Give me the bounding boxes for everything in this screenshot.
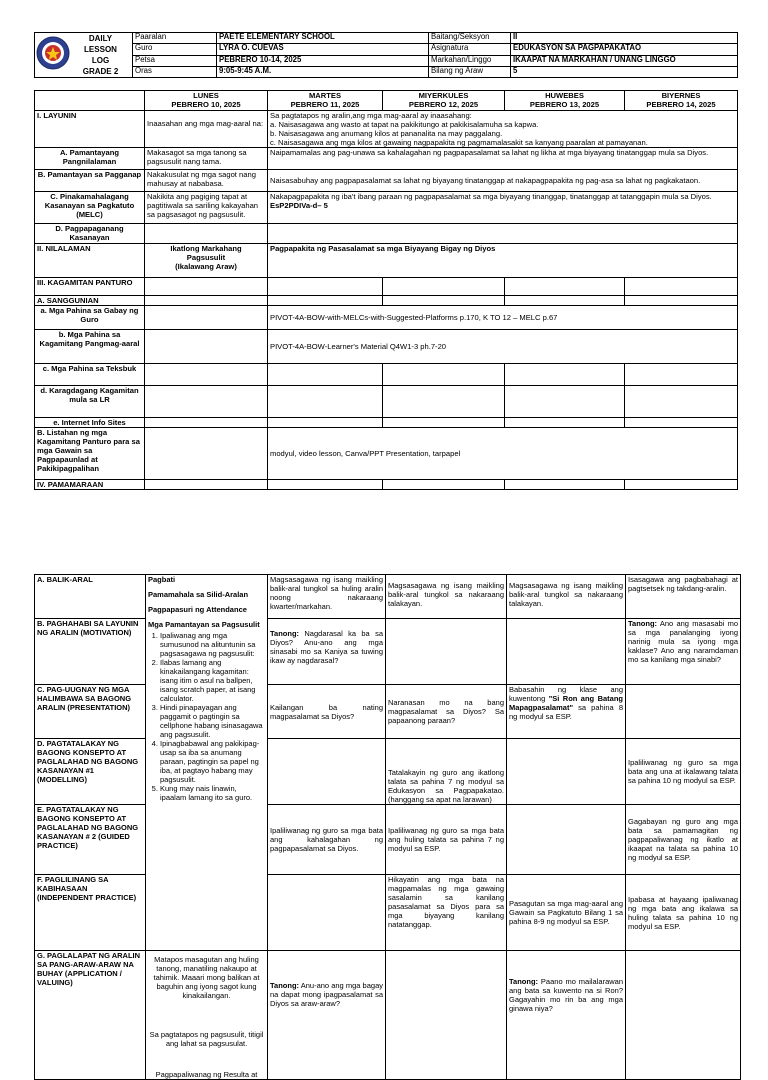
- empty-cell: [268, 364, 383, 386]
- empty-cell: [268, 386, 383, 418]
- row-label-pagpapaganang-kasanayan: D. Pagpapaganang Kasanayan: [35, 224, 145, 244]
- materials-list: modyul, video lesson, Canva/PPT Presentation, tarpapel: [268, 428, 738, 480]
- presentation-thu: Babasahin ng klase ang kuwentong "Si Ron ang Batang Mapagpasalamat" sa pahina 8 ng modyul sa ESP.: [507, 685, 626, 739]
- balik-aral-tue: Magsasagawa ng isang maikling balik-aral tungkol sa huling aralin noong nakaraang kwarter/markahan.: [268, 575, 386, 619]
- empty-cell: [145, 296, 268, 306]
- empty-cell: [625, 364, 738, 386]
- independent-practice-thu: Pasagutan sa mga mag-aaral ang Gawain sa Pagkatuto Bilang 1 sa pahina 8-9 ng modyul sa ESP.: [507, 875, 626, 951]
- empty-cell: [625, 296, 738, 306]
- empty-cell: [626, 685, 741, 739]
- row-label-balik-aral: A. BALIK-ARAL: [35, 575, 146, 619]
- label-grade: Baitang/Seksyon: [429, 33, 511, 44]
- lesson-table-part1: [34, 90, 738, 490]
- balik-aral-wed: Magsasagawa ng isang maikling balik-aral tungkol sa nakaraang talakayan.: [386, 575, 507, 619]
- value-subject: EDUKASYON SA PAGPAPAKATAO: [511, 44, 738, 55]
- row-label-pagtatalakay-1: D. PAGTATALAKAY NG BAGONG KONSEPTO AT PAGLALAHAD NG BAGONG KASANAYAN #1 (MODELLING): [35, 739, 146, 805]
- day-header-tue: MARTES PEBRERO 11, 2025: [268, 91, 383, 111]
- lesson-table-part2: [34, 574, 741, 1080]
- application-thu: Tanong: Paano mo mailalarawan ang bata sa kuwento na si Ron? Gagayahin mo rin ba ang mga ginawa niya?: [507, 951, 626, 1080]
- row-label-paghahabi: B. PAGHAHABI SA LAYUNIN NG ARALIN (MOTIVATION): [35, 619, 146, 685]
- value-days: 5: [511, 66, 738, 77]
- empty-cell: [145, 224, 268, 244]
- empty-cell: [625, 278, 738, 296]
- empty-cell: [268, 875, 386, 951]
- empty-cell: [145, 480, 268, 490]
- motivation-fri: Tanong: Ano ang masasabi mo sa mga panalanging iyong narinig mula sa iyong mga kaklase? Ano ang naramdaman mo sa kanilang mga sinabi?: [626, 619, 741, 685]
- label-school: Paaralan: [133, 33, 217, 44]
- label-teacher: Guro: [133, 44, 217, 55]
- modelling-fri: Ipaliliwanag ng guro sa mga bata ang una at ikalawang talata sa pahina 10 ng modyul sa ESP.: [626, 739, 741, 805]
- balik-aral-fri: Isasagawa ang pagbabahagi at pagtsetsek ng takdang-aralin.: [626, 575, 741, 619]
- application-tue: Tanong: Anu-ano ang mga bagay na dapat mong ipagpasalamat sa Diyos sa araw-araw?: [268, 951, 386, 1080]
- day-header-mon: LUNES PEBRERO 10, 2025: [145, 91, 268, 111]
- performance-standard-monday: Nakakusulat ng mga sagot nang mahusay at nababasa.: [145, 170, 268, 192]
- teacher-guide-pages: PIVOT-4A-BOW-with-MELCs-with-Suggested-Platforms p.170, K TO 12 – MELC p.67: [268, 306, 738, 330]
- layunin-objectives: Sa pagtatapos ng aralin,ang mga mag-aaral ay inaasahang: a. Naisasagawa ang wasto at tapat na pakikitungo at pakikisalamuha sa kapwa. b. Naisasagawa ang anumang kilos at pananalita na may paggalang. c. Naisasagawa ang mga kilos at gawaing nagpapakita ng pagmamalasakit sa kanyang paaralan at pamayanan.: [268, 111, 738, 148]
- row-label-pamantayang-pangnilalaman: A. Pamantayang Pangnilalaman: [35, 148, 145, 170]
- empty-cell: [145, 428, 268, 480]
- empty-cell: [383, 386, 505, 418]
- day-header-fri: BIYERNES PEBRERO 14, 2025: [625, 91, 738, 111]
- row-label-karagdagang-kagamitan: d. Karagdagang Kagamitan mula sa LR: [35, 386, 145, 418]
- row-label-nilalaman: II. NILALAMAN: [35, 244, 145, 278]
- empty-cell: [383, 364, 505, 386]
- value-grade: II: [511, 33, 738, 44]
- nilalaman-monday: Ikatlong Markahang Pagsusulit (Ikalawang Araw): [145, 244, 268, 278]
- corner-cell: [35, 91, 145, 111]
- learner-material-pages: PIVOT-4A-BOW-Learner's Material Q4W1-3 ph.7-20: [268, 330, 738, 364]
- melc-content: Nakapagpapakita ng iba't ibang paraan ng pagpapasalamat sa mga biyayang tinanggap, tinatanggap at tatanggapin mula sa Diyos. EsP2PDIVa-d– 5: [268, 192, 738, 224]
- dll-title: DAILY LESSON LOG GRADE 2: [35, 33, 133, 78]
- empty-cell: [145, 418, 268, 428]
- layunin-monday: Inaasahan ang mga mag-aaral na:: [145, 111, 268, 148]
- row-label-pamamaraan: IV. PAMAMARAAN: [35, 480, 145, 490]
- label-subject: Asignatura: [429, 44, 511, 55]
- row-label-internet-info: e. Internet Info Sites: [35, 418, 145, 428]
- empty-cell: [145, 278, 268, 296]
- row-label-kagamitan: III. KAGAMITAN PANTURO: [35, 278, 145, 296]
- row-label-sanggunian: A. SANGGUNIAN: [35, 296, 145, 306]
- presentation-tue: Kailangan ba nating magpasalamat sa Diyos?: [268, 685, 386, 739]
- guided-practice-fri: Gagabayan ng guro ang mga bata sa pamamagitan ng pagpapaliwanag ng ikatlo at ikaapat na talata sa pahina 10 ng modyul sa ESP.: [626, 805, 741, 875]
- label-days: Bilang ng Araw: [429, 66, 511, 77]
- row-label-melc: C. Pinakamahalagang Kasanayan sa Pagkatuto (MELC): [35, 192, 145, 224]
- label-time: Oras: [133, 66, 217, 77]
- label-date: Petsa: [133, 55, 217, 66]
- empty-cell: [383, 278, 505, 296]
- independent-practice-wed: Hikayatin ang mga bata na magpamalas ng mga gawaing sasalamin sa kanilang pasasalamat sa Diyos para sa mga biyayang kanilang natatanggap.: [386, 875, 507, 951]
- empty-cell: [625, 480, 738, 490]
- row-label-teksbuk: c. Mga Pahina sa Teksbuk: [35, 364, 145, 386]
- row-label-pamantayan-sa-pagganap: B. Pamantayan sa Pagganap: [35, 170, 145, 192]
- empty-cell: [268, 278, 383, 296]
- empty-cell: [268, 480, 383, 490]
- value-quarter: IKAAPAT NA MARKAHAN / UNANG LINGGO: [511, 55, 738, 66]
- guided-practice-wed: Ipaliliwanag ng guro sa mga bata ang huling talata sa pahina 7 ng modyul sa ESP.: [386, 805, 507, 875]
- empty-cell: [626, 951, 741, 1080]
- empty-cell: [383, 418, 505, 428]
- empty-cell: [268, 739, 386, 805]
- empty-cell: [145, 330, 268, 364]
- row-label-kagamitang-pangmag-aaral: b. Mga Pahina sa Kagamitang Pangmag-aaral: [35, 330, 145, 364]
- empty-cell: [505, 418, 625, 428]
- row-label-pag-uugnay: C. PAG-UUGNAY NG MGA HALIMBAWA SA BAGONG ARALIN (PRESENTATION): [35, 685, 146, 739]
- empty-cell: [625, 386, 738, 418]
- row-label-pagtatalakay-2: E. PAGTATALAKAY NG BAGONG KONSEPTO AT PAGLALAHAD NG BAGONG KASANAYAN # 2 (GUIDED PRACTICE): [35, 805, 146, 875]
- melc-monday: Nakikita ang pagiging tapat at pagtitiwala sa sariling kakayahan sa pagsasagot ng pagsusulit.: [145, 192, 268, 224]
- empty-cell: [145, 386, 268, 418]
- empty-cell: [145, 364, 268, 386]
- header-table: [34, 32, 738, 78]
- motivation-tue: Tanong: Nagdarasal ka ba sa Diyos? Anu-ano ang mga sinasabi mo sa Kaniya sa tuwing ikaw ay nagdarasal?: [268, 619, 386, 685]
- balik-aral-thu: Magsasagawa ng isang maikling balik-aral tungkol sa nakaraang talakayan.: [507, 575, 626, 619]
- value-time: 9:05-9:45 A.M.: [217, 66, 429, 77]
- row-label-layunin: I. LAYUNIN: [35, 111, 145, 148]
- empty-cell: [625, 418, 738, 428]
- monday-test-procedures: Pagbati Pamamahala sa Silid-Aralan Pagpapasuri ng Attendance Mga Pamantayan sa Pagsusulit 1. Ipaliwanag ang mga sumusunod na alituntunin sa pagsasagawa ng pagsusulit: 2. Ilabas lamang ang kinakailangang kagamitan: isang itim o asul na ballpen, isang scratch paper, at isang calculator. 3. Hindi pinapayagan ang paggamit o pagtingin sa cellphone habang isinasagawa ang pagsusulit. 4. Ipinagbabawal ang pakikipag-usap sa iba sa anumang paraan, pagtingin sa papel ng iba, at pagtayo habang may pagsusulit. 5. Kung may nais linawin, ipaalam lamang ito sa guro.: [146, 575, 268, 951]
- presentation-wed: Naranasan mo na bang magpasalamat sa Diyos? Sa papaanong paraan?: [386, 685, 507, 739]
- content-standard: Naipamamalas ang pag-unawa sa kahalagahan ng pagpapasalamat sa lahat ng likha at mga biyayang tinatanggap mula sa Diyos.: [268, 148, 738, 170]
- row-label-paglilinang: F. PAGLILINANG SA KABIHASAAN (INDEPENDENT PRACTICE): [35, 875, 146, 951]
- monday-closing: Matapos masagutan ang huling tanong, manatiling nakaupo at tahimik. Maaari mong balikan at baguhin ang iyong sagot kung kinakailangan. Sa pagtatapos ng pagsusulit, titigil ang lahat sa pagsusulat. Pagpapaliwanag ng Resulta at: [146, 951, 268, 1080]
- label-quarter: Markahan/Linggo: [429, 55, 511, 66]
- empty-cell: [145, 306, 268, 330]
- empty-cell: [383, 480, 505, 490]
- empty-cell: [386, 619, 507, 685]
- empty-cell: [507, 619, 626, 685]
- row-label-gabay-ng-guro: a. Mga Pahina sa Gabay ng Guro: [35, 306, 145, 330]
- empty-cell: [505, 364, 625, 386]
- row-label-paglalapat: G. PAGLALAPAT NG ARALIN SA PANG-ARAW-ARAW NA BUHAY (APPLICATION / VALUING): [35, 951, 146, 1080]
- empty-cell: [386, 951, 507, 1080]
- value-date: PEBRERO 10-14, 2025: [217, 55, 429, 66]
- row-label-listahan: B. Listahan ng mga Kagamitang Panturo para sa mga Gawain sa Pagpapaunlad at Pakikipagpalihan: [35, 428, 145, 480]
- empty-cell: [383, 296, 505, 306]
- performance-standard: Naisasabuhay ang pagpapasalamat sa lahat ng biyayang tinatanggap at nakapagpapakita ng pag-asa sa lahat ng pagkakataon.: [268, 170, 738, 192]
- empty-cell: [505, 386, 625, 418]
- modelling-wed: Tatalakayin ng guro ang ikatlong talata sa pahina 7 ng modyul sa Edukasyon sa Pagpapakatao. (hanggang sa apat na larawan): [386, 739, 507, 805]
- empty-cell: [268, 296, 383, 306]
- independent-practice-fri: Ipabasa at hayaang ipaliwanag ng mga bata ang ikalawa sa huling talata sa pahina 10 ng modyul sa ESP.: [626, 875, 741, 951]
- empty-cell: [268, 418, 383, 428]
- value-teacher: LYRA O. CUEVAS: [217, 44, 429, 55]
- value-school: PAETE ELEMENTARY SCHOOL: [217, 33, 429, 44]
- empty-cell: [507, 739, 626, 805]
- empty-cell: [505, 278, 625, 296]
- day-header-wed: MIYERKULES PEBRERO 12, 2025: [383, 91, 505, 111]
- empty-cell: [507, 805, 626, 875]
- day-header-thu: HUWEBES PEBRERO 13, 2025: [505, 91, 625, 111]
- nilalaman-topic: Pagpapakita ng Pasasalamat sa mga Biyayang Bigay ng Diyos: [268, 244, 738, 278]
- empty-cell: [505, 480, 625, 490]
- empty-cell: [505, 296, 625, 306]
- guided-practice-tue: Ipaliliwanag ng guro sa mga bata ang kahalagahan ng pagpapasalamat sa Diyos.: [268, 805, 386, 875]
- empty-cell: [268, 224, 738, 244]
- content-standard-monday: Makasagot sa mga tanong sa pagsusulit nang tama.: [145, 148, 268, 170]
